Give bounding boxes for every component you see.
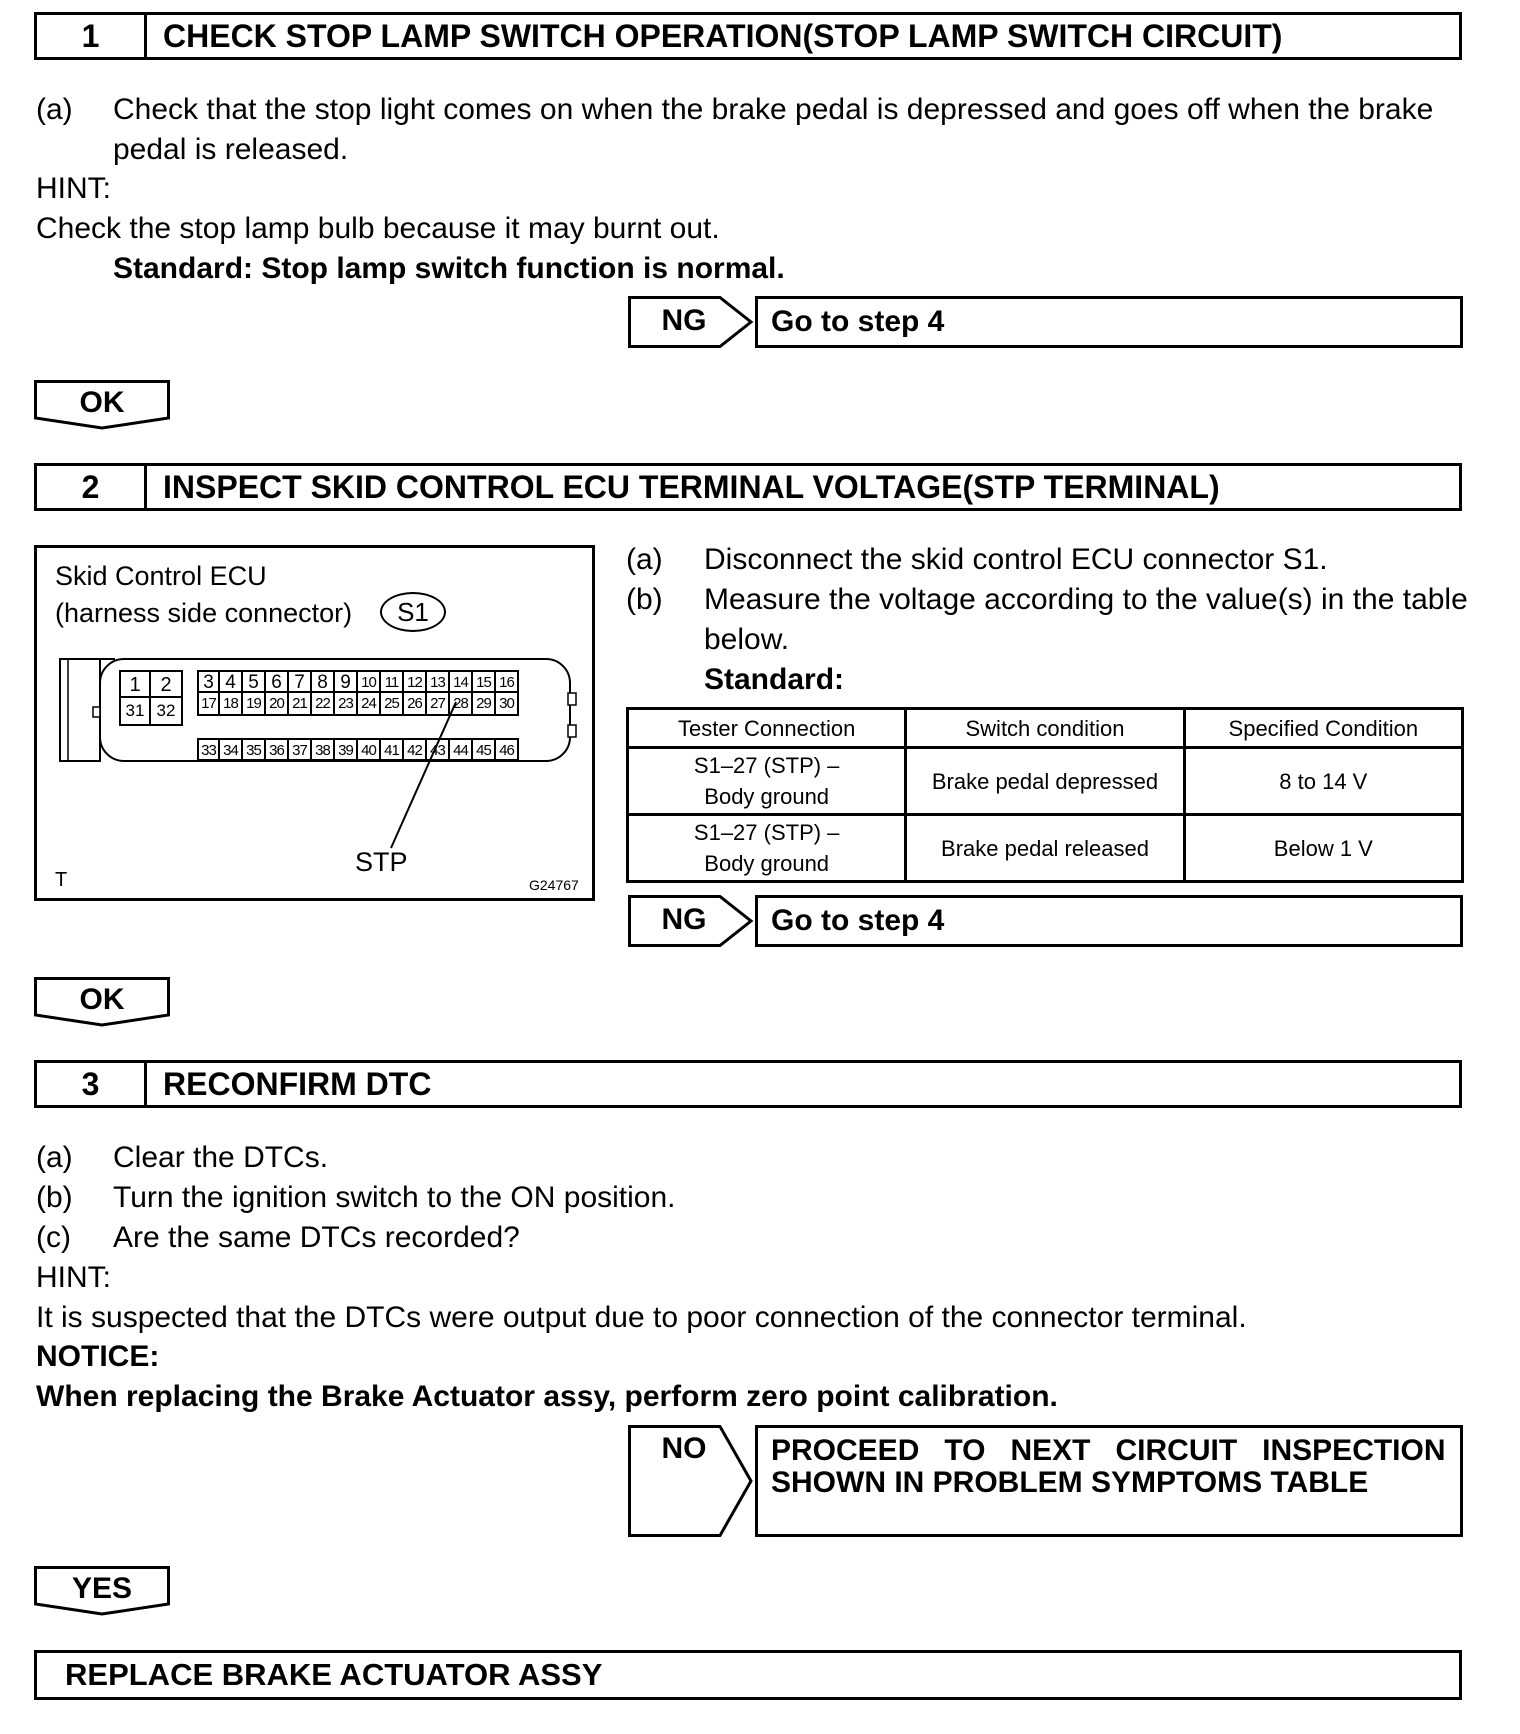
- step3-notice-text: When replacing the Brake Actuator assy, perform zero point calibration.: [36, 1380, 1058, 1413]
- connector-figure: [34, 545, 595, 901]
- spec-cell-connection-line2: Body ground: [704, 851, 830, 876]
- pin-cell: 9: [335, 670, 358, 693]
- spec-cell-spec: 8 to 14 V: [1184, 748, 1462, 815]
- step1-hint-label: HINT:: [36, 172, 111, 205]
- step3-no-label: NO: [661, 1432, 707, 1465]
- spec-cell-connection-line2: Body ground: [704, 784, 830, 809]
- step1-ok-label: OK: [79, 386, 125, 419]
- step3-item-b-text: Turn the ignition switch to the ON position.: [113, 1181, 676, 1214]
- step1-title: CHECK STOP LAMP SWITCH OPERATION(STOP LAMP SWITCH CIRCUIT): [163, 17, 1283, 54]
- step3-no-result-line1: PROCEED TO NEXT CIRCUIT INSPECTION: [771, 1434, 1446, 1467]
- step3-number: 3: [37, 1063, 147, 1105]
- pin-cell: 31: [119, 698, 151, 726]
- pin-cell: 5: [243, 670, 266, 693]
- step3-title: RECONFIRM DTC: [163, 1065, 432, 1102]
- pin-cell: 4: [220, 670, 243, 693]
- pin-cell: 26: [404, 693, 427, 716]
- step2-item-a-marker: (a): [626, 543, 663, 576]
- pin-cell: 6: [266, 670, 289, 693]
- pin-cell: 3: [197, 670, 220, 693]
- pin-cell: 24: [358, 693, 381, 716]
- pin-cell: 12: [404, 670, 427, 693]
- step3-header: [34, 1060, 1462, 1108]
- spec-cell-connection: [628, 815, 906, 882]
- step1-ng-result-text: Go to step 4: [771, 305, 945, 338]
- pin-cell: 40: [358, 738, 381, 761]
- step1-item-a-line2: pedal is released.: [113, 133, 349, 166]
- pin-cell: 16: [496, 670, 519, 693]
- step2-ng-result-text: Go to step 4: [771, 904, 945, 937]
- pin-cell: 33: [197, 738, 220, 761]
- pin-cell: 30: [496, 693, 519, 716]
- step2-ng-label: NG: [661, 903, 707, 936]
- step2-item-b-line1: Measure the voltage according to the value(s) in the table: [704, 583, 1468, 616]
- step2-item-b-line2: below.: [704, 623, 790, 656]
- pin-cell: 44: [450, 738, 473, 761]
- step1-standard: Standard: Stop lamp switch function is normal.: [113, 252, 785, 285]
- pin-cell: 19: [243, 693, 266, 716]
- table-row: [628, 748, 1463, 815]
- step1-hint-text: Check the stop lamp bulb because it may burnt out.: [36, 212, 720, 245]
- pin-cell: 45: [473, 738, 496, 761]
- figure-corner-mark: T: [55, 869, 68, 891]
- pin-cell: 32: [151, 698, 183, 726]
- step3-hint-text: It is suspected that the DTCs were output due to poor connection of the connector terminal.: [36, 1301, 1247, 1334]
- pin-cell: 23: [335, 693, 358, 716]
- pin-cell: 29: [473, 693, 496, 716]
- step1-item-a-line1: Check that the stop light comes on when the brake pedal is depressed and goes off when the brake: [113, 93, 1434, 126]
- pin-row-top: [197, 670, 519, 693]
- pin-cell: 43: [427, 738, 450, 761]
- step3-no-result: [755, 1425, 1463, 1537]
- pin-cell: 15: [473, 670, 496, 693]
- step1-ng-label: NG: [661, 304, 707, 337]
- spec-col-header: Switch condition: [906, 709, 1184, 748]
- pin-cell: 17: [197, 693, 220, 716]
- spec-table-header-row: [628, 709, 1463, 748]
- pin-row-mid: [197, 693, 519, 716]
- step2-ok-label: OK: [79, 983, 125, 1016]
- pin-cell: 36: [266, 738, 289, 761]
- pin-cell: 27: [427, 693, 450, 716]
- step3-item-c-marker: (c): [36, 1221, 71, 1254]
- pin-cell: 22: [312, 693, 335, 716]
- pin-cell: 46: [496, 738, 519, 761]
- connector-id-text: S1: [397, 596, 429, 627]
- step3-item-c-text: Are the same DTCs recorded?: [113, 1221, 520, 1254]
- pin-cell: 1: [119, 670, 151, 698]
- step3-no-result-line2: SHOWN IN PROBLEM SYMPTOMS TABLE: [771, 1466, 1369, 1499]
- pin-cell: 42: [404, 738, 427, 761]
- final-action-box: [34, 1650, 1462, 1700]
- pin-cell: 37: [289, 738, 312, 761]
- step2-number: 2: [37, 466, 147, 508]
- pin-cell: 38: [312, 738, 335, 761]
- step3-item-a-marker: (a): [36, 1141, 73, 1174]
- pin-cell: 21: [289, 693, 312, 716]
- step2-item-a-text: Disconnect the skid control ECU connector S1.: [704, 543, 1328, 576]
- spec-cell-connection-line1: S1–27 (STP) –: [693, 753, 840, 778]
- spec-cell-switch: Brake pedal depressed: [906, 748, 1184, 815]
- step3-yes-label: YES: [71, 1572, 133, 1605]
- step1-item-a-marker: (a): [36, 93, 73, 126]
- pin-cell: 13: [427, 670, 450, 693]
- spec-col-header: Tester Connection: [628, 709, 906, 748]
- pin-cell: 28: [450, 693, 473, 716]
- pin-cell: 11: [381, 670, 404, 693]
- spec-cell-connection: [628, 748, 906, 815]
- pin-cell: 41: [381, 738, 404, 761]
- pin-cell: 7: [289, 670, 312, 693]
- step3-item-b-marker: (b): [36, 1181, 73, 1214]
- figure-title-line1: Skid Control ECU: [55, 561, 267, 591]
- spec-col-header: Specified Condition: [1184, 709, 1462, 748]
- pin-cell: 35: [243, 738, 266, 761]
- pin-cell: 34: [220, 738, 243, 761]
- pin-cell: 8: [312, 670, 335, 693]
- small-pin-group: [119, 670, 183, 726]
- figure-title-line2: (harness side connector): [55, 598, 353, 628]
- spec-cell-spec: Below 1 V: [1184, 815, 1462, 882]
- pin-cell: 18: [220, 693, 243, 716]
- pin-cell: 14: [450, 670, 473, 693]
- step1-header: [34, 12, 1462, 60]
- spec-cell-switch: Brake pedal released: [906, 815, 1184, 882]
- spec-table: [626, 707, 1464, 883]
- pin-cell: 25: [381, 693, 404, 716]
- step1-ng-result: [755, 296, 1463, 348]
- pin-cell: 20: [266, 693, 289, 716]
- pin-cell: 2: [151, 670, 183, 698]
- table-row: [628, 815, 1463, 882]
- spec-cell-connection-line1: S1–27 (STP) –: [693, 820, 840, 845]
- pin-cell: 10: [358, 670, 381, 693]
- step2-header: [34, 463, 1462, 511]
- final-action-text: REPLACE BRAKE ACTUATOR ASSY: [65, 1657, 603, 1692]
- stp-pointer-label: STP: [355, 847, 408, 877]
- figure-code: G24767: [529, 877, 579, 893]
- step2-standard-label: Standard:: [704, 663, 845, 696]
- step3-hint-label: HINT:: [36, 1261, 111, 1294]
- step3-notice-label: NOTICE:: [36, 1340, 160, 1373]
- step2-ng-result: [755, 895, 1463, 947]
- step2-title: INSPECT SKID CONTROL ECU TERMINAL VOLTAGE(STP TERMINAL): [163, 468, 1220, 505]
- pin-row-bottom: [197, 738, 519, 761]
- step3-item-a-text: Clear the DTCs.: [113, 1141, 329, 1174]
- step1-number: 1: [37, 15, 147, 57]
- step2-item-b-marker: (b): [626, 583, 663, 616]
- pin-cell: 39: [335, 738, 358, 761]
